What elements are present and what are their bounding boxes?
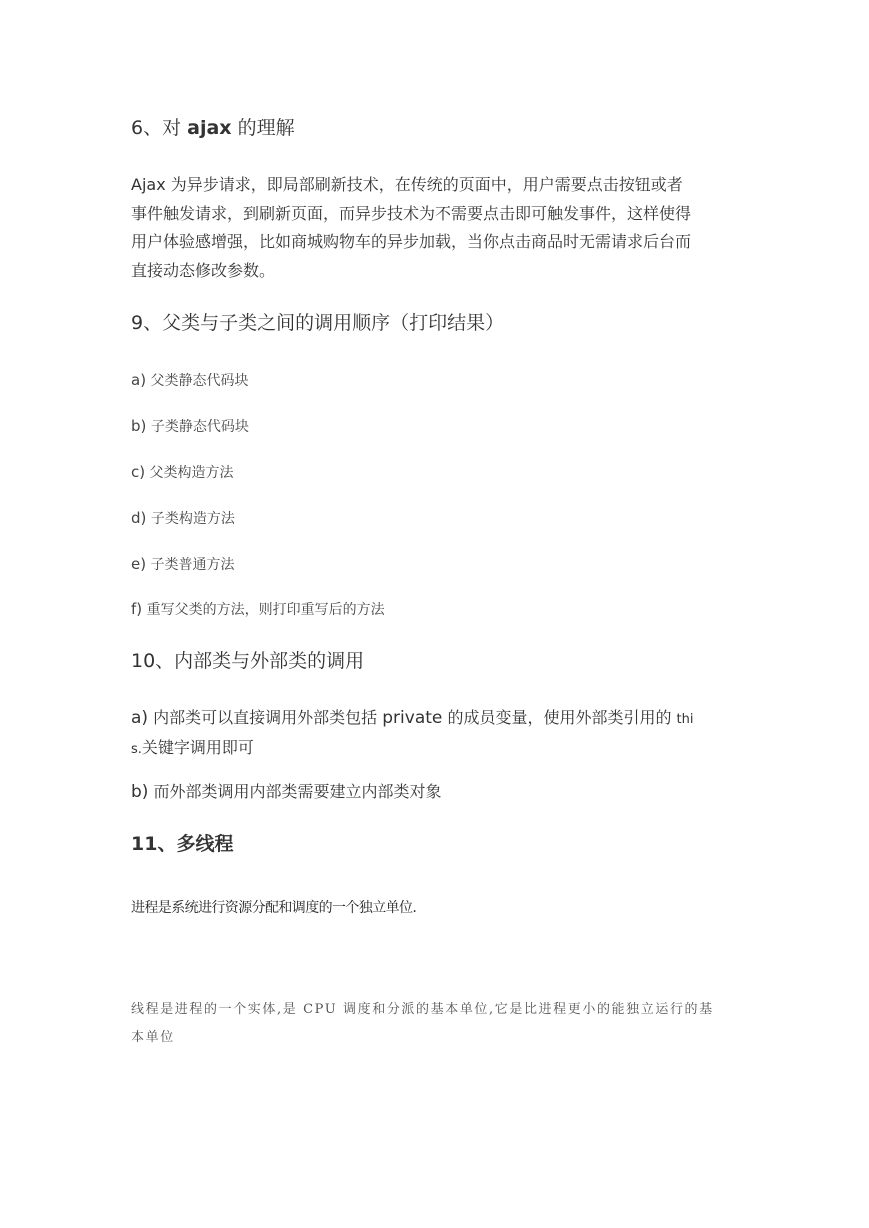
inner-class-item-a: [131, 704, 694, 764]
thread-definition: [131, 996, 714, 1052]
item-a-line-1: a) 内部类可以直接调用外部类包括 private 的成员变量，使用外部类引用的 thi: [131, 708, 694, 728]
thread-line: 本单位: [131, 1030, 175, 1045]
section-10-title: 10、内部类与外部类的调用: [131, 650, 365, 672]
paragraph-line: Ajax 为异步请求，即局部刷新技术，在传统的页面中，用户需要点击按钮或者: [131, 175, 683, 194]
process-definition: 进程是系统进行资源分配和调度的一个独立单位.: [131, 900, 417, 916]
item-a-line-2: s.关键字调用即可: [131, 738, 254, 757]
list-item: a) 父类静态代码块: [131, 371, 249, 389]
list-item: d) 子类构造方法: [131, 509, 235, 527]
section-6-paragraph: [131, 171, 741, 285]
paragraph-line: 事件触发请求，到刷新页面，而异步技术为不需要点击即可触发事件，这样使得: [131, 203, 692, 223]
list-item: c) 父类构造方法: [131, 463, 234, 481]
list-item: b) 子类静态代码块: [131, 417, 249, 435]
section-6-title: 6、对 ajax 的理解: [131, 117, 295, 139]
thread-line: 线程是进程的一个实体,是 CPU 调度和分派的基本单位,它是比进程更小的能独立运行的基: [131, 1002, 714, 1017]
paragraph-line: 直接动态修改参数。: [131, 260, 276, 280]
section-9-title: 9、父类与子类之间的调用顺序（打印结果）: [131, 312, 505, 334]
list-item: e) 子类普通方法: [131, 555, 235, 573]
list-item: f) 重写父类的方法，则打印重写后的方法: [131, 600, 385, 618]
section-11-title: 11、多线程: [131, 833, 234, 855]
paragraph-line: 用户体验感增强，比如商城购物车的异步加载，当你点击商品时无需请求后台而: [131, 232, 692, 251]
inner-class-item-b: b) 而外部类调用内部类需要建立内部类对象: [131, 782, 442, 802]
